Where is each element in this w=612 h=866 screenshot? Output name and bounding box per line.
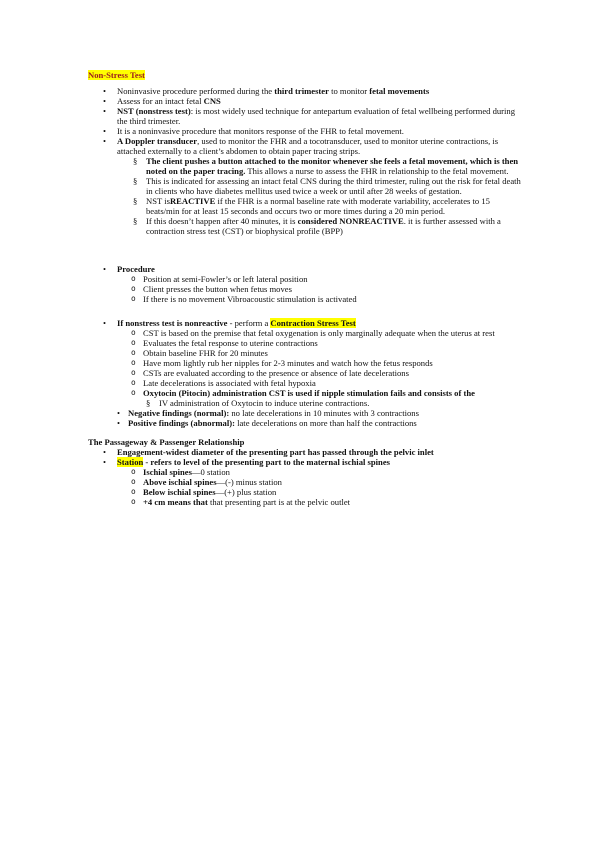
text-run: that presenting part is at the pelvic outlet	[209, 497, 351, 507]
bullet-marker: o	[131, 467, 136, 476]
bullet-marker: o	[131, 378, 136, 387]
doc-line	[103, 96, 522, 106]
text-run: Obtain baseline FHR for 20 minutes	[143, 348, 268, 358]
doc-line	[103, 136, 522, 156]
doc-line	[103, 86, 522, 96]
bullet-marker: •	[103, 264, 107, 274]
doc-line	[103, 106, 522, 126]
document-content	[88, 70, 522, 507]
doc-line	[131, 358, 522, 368]
line-text	[143, 388, 522, 398]
line-text	[117, 136, 522, 156]
line-text	[88, 437, 522, 447]
text-run: The Passageway & Passenger Relationship	[88, 437, 245, 447]
bullet-marker: §	[133, 176, 138, 186]
text-run: Noninvasive procedure performed during the	[117, 86, 275, 96]
text-run: Assess for an intact fetal	[117, 96, 204, 106]
text-run: Procedure	[117, 264, 155, 274]
text-run: A Doppler transducer	[117, 136, 198, 146]
line-text	[143, 294, 522, 304]
text-run: considered NONREACTIVE	[297, 216, 404, 226]
text-run: Negative findings (normal):	[128, 408, 230, 418]
text-run: Below ischial spines	[143, 487, 216, 497]
doc-line	[131, 338, 522, 348]
text-run: If this doesn’t happen after 40 minutes, it is	[146, 216, 298, 226]
doc-line	[133, 156, 522, 176]
bullet-marker: •	[103, 106, 107, 116]
bullet-marker: •	[117, 418, 121, 428]
doc-line	[146, 398, 522, 408]
text-run: Position at semi-Fowler’s or left lateral position	[143, 274, 308, 284]
line-text	[159, 398, 522, 408]
line-text	[146, 156, 522, 176]
line-text	[128, 418, 522, 428]
doc-line	[103, 447, 522, 457]
doc-line	[117, 418, 522, 428]
doc-line	[131, 497, 522, 507]
text-run: to monitor	[328, 86, 370, 96]
text-run: CST is based on the premise that fetal oxygenation is only marginally adequate when the uterus at rest	[143, 328, 495, 338]
line-text	[143, 368, 522, 378]
bullet-marker: •	[103, 318, 107, 328]
text-run: —(+) plus station	[215, 487, 277, 497]
bullet-marker: o	[131, 338, 136, 347]
bullet-marker: •	[103, 126, 107, 136]
line-text	[117, 106, 522, 126]
line-text	[117, 318, 522, 328]
text-run: third trimester	[274, 86, 329, 96]
bullet-marker: o	[131, 294, 136, 303]
section-heading-passageway	[88, 437, 522, 447]
line-text	[143, 274, 522, 284]
text-run: It is a noninvasive procedure that monitors response of the FHR to fetal movement.	[117, 126, 404, 136]
text-run: IV administration of Oxytocin to induce uterine contractions.	[159, 398, 370, 408]
text-run: Positive findings (abnormal):	[128, 418, 235, 428]
bullet-marker: o	[131, 497, 136, 506]
bullet-marker: •	[103, 96, 107, 106]
text-run: if the FHR is a normal baseline rate with moderate variability, accelerates to 15 beats/min for at least 15 seconds and occurs two or more times during a 20 min period.	[146, 196, 490, 216]
text-run: CNS	[203, 96, 221, 106]
line-text	[143, 487, 522, 497]
text-run: Late decelerations is associated with fetal hypoxia	[143, 378, 316, 388]
bullet-marker: o	[131, 328, 136, 337]
text-run: Evaluates the fetal response to uterine contractions	[143, 338, 318, 348]
line-text	[143, 477, 522, 487]
bullet-marker: •	[103, 457, 107, 467]
doc-line	[131, 274, 522, 284]
doc-line	[131, 487, 522, 497]
bullet-marker: •	[103, 86, 107, 96]
text-run: Client presses the button when fetus moves	[143, 284, 292, 294]
bullet-marker: o	[131, 284, 136, 293]
bullet-marker: o	[131, 388, 136, 397]
doc-line	[131, 284, 522, 294]
bullet-marker: §	[133, 216, 138, 226]
section-heading-nst	[88, 70, 522, 80]
doc-line	[131, 328, 522, 338]
bullet-marker: •	[103, 447, 107, 457]
bullet-marker: o	[131, 358, 136, 367]
text-run: no late decelerations in 10 minutes with 3 contractions	[229, 408, 419, 418]
line-text	[143, 284, 522, 294]
bullet-marker: o	[131, 477, 136, 486]
text-run: The client pushes a button attached to the monitor whenever she feels a fetal movement, which is then noted on the paper tracing.	[146, 156, 519, 176]
line-text	[146, 216, 522, 236]
line-text	[146, 176, 522, 196]
text-run: - perform a	[227, 318, 271, 328]
doc-line	[131, 378, 522, 388]
bullet-marker: o	[131, 348, 136, 357]
text-run: —(-) minus station	[216, 477, 282, 487]
line-text	[117, 126, 522, 136]
line-text	[146, 196, 522, 216]
bullet-marker: §	[133, 196, 138, 206]
line-text	[117, 264, 522, 274]
text-run: - refers to level of the presenting part to the maternal ischial spines	[143, 457, 390, 467]
doc-line	[133, 216, 522, 236]
text-run: NST (nonstress test)	[117, 106, 191, 116]
text-run: Station	[117, 457, 144, 467]
doc-line	[131, 467, 522, 477]
line-text	[117, 447, 522, 457]
text-run: —0 station	[191, 467, 230, 477]
line-text	[88, 70, 522, 80]
bullet-marker: §	[146, 398, 151, 408]
text-run: : is most widely used technique for antepartum evaluation of fetal wellbeing performed during the third trimester.	[117, 106, 516, 126]
doc-line	[133, 196, 522, 216]
doc-line	[131, 294, 522, 304]
line-text	[143, 467, 522, 477]
doc-line	[103, 457, 522, 467]
doc-line	[131, 348, 522, 358]
text-run: +4 cm means that	[143, 497, 210, 507]
text-run: If there is no movement Vibroacoustic stimulation is activated	[143, 294, 357, 304]
bullet-marker: o	[131, 487, 136, 496]
line-text	[143, 328, 522, 338]
doc-line	[131, 368, 522, 378]
bullet-marker: o	[131, 274, 136, 283]
text-run: NST is	[146, 196, 170, 206]
doc-line	[131, 477, 522, 487]
text-run: fetal movements	[369, 86, 430, 96]
text-run: This allows a nurse to assess the FHR in relationship to the fetal movement.	[245, 166, 509, 176]
text-run: REACTIVE	[169, 196, 216, 206]
doc-line	[103, 264, 522, 274]
line-text	[117, 96, 522, 106]
line-text	[143, 358, 522, 368]
doc-line	[133, 176, 522, 196]
line-text	[117, 457, 522, 467]
bullet-marker: •	[117, 408, 121, 418]
line-text	[128, 408, 522, 418]
line-text	[143, 497, 522, 507]
text-run: Oxytocin (Pitocin) administration CST is used if nipple stimulation fails and consists of the	[143, 388, 475, 398]
text-run: Ischial spines	[143, 467, 192, 477]
text-run: Above ischial spines	[143, 477, 217, 487]
doc-line	[131, 388, 522, 398]
text-run: If nonstress test is nonreactive	[117, 318, 228, 328]
line-text	[143, 378, 522, 388]
doc-line	[103, 126, 522, 136]
bullet-marker: •	[103, 136, 107, 146]
text-run: Have mom lightly rub her nipples for 2-3 minutes and watch how the fetus responds	[143, 358, 433, 368]
text-run: Contraction Stress Test	[270, 318, 356, 328]
bullet-marker: §	[133, 156, 138, 166]
text-run: . it is further assessed with a contraction stress test (CST) or biophysical profile (BPP)	[146, 216, 501, 236]
line-text	[143, 348, 522, 358]
text-run: Non-Stress Test	[88, 70, 145, 80]
line-text	[117, 86, 522, 96]
text-run: Engagement-widest diameter of the presenting part has passed through the pelvic inlet	[117, 447, 434, 457]
bullet-marker: o	[131, 368, 136, 377]
text-run: CSTs are evaluated according to the presence or absence of late decelerations	[143, 368, 409, 378]
text-run: , used to monitor the FHR and a tocotransducer, used to monitor uterine contractions, is attached externally to a client’s abdomen to obtain paper tracing strips.	[117, 136, 499, 156]
doc-line	[103, 318, 522, 328]
text-run: This is indicated for assessing an intact fetal CNS during the third trimester, ruling out the risk for fetal death in clients who have diabetes mellitus used twice a week or until after 28 weeks of gestation.	[146, 176, 521, 196]
line-text	[143, 338, 522, 348]
text-run: late decelerations on more than half the contractions	[234, 418, 417, 428]
doc-line	[117, 408, 522, 418]
